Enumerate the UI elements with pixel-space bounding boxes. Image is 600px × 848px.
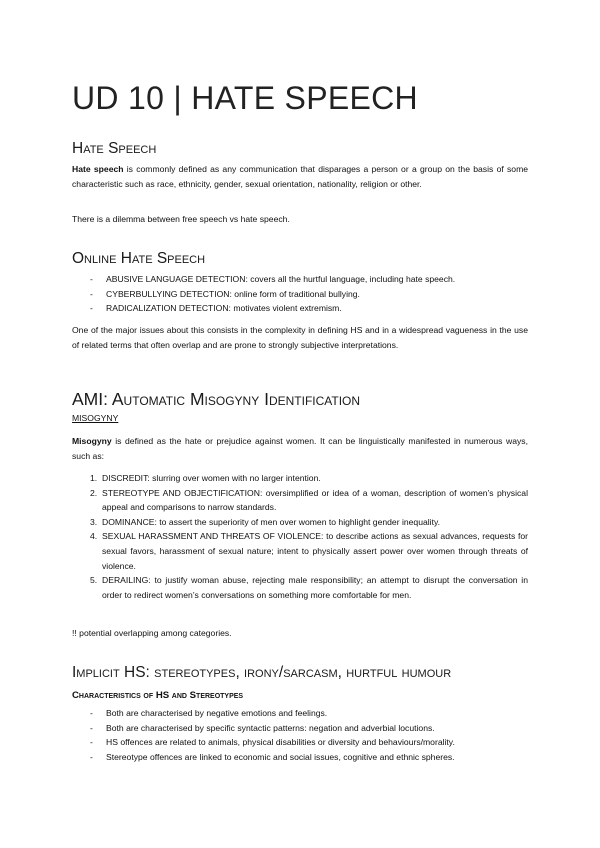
subheading-misogyny: MISOGYNY <box>72 413 119 423</box>
definition-term: Misogyny <box>72 436 112 446</box>
definition-text: is commonly defined as any communication that disparages a person or a group on the basis of some characteristic such as race, ethnicity, gender, sexual orientation, nationality, religion or other. <box>72 164 529 189</box>
list-item: - ABUSIVE LANGUAGE DETECTION: covers all the hurtful language, including hate speech. <box>72 272 542 287</box>
list-item: - Both are characterised by specific syntactic patterns: negation and adverbial locutions. <box>72 721 542 736</box>
bullet-marker: - <box>90 737 93 748</box>
implicit-bullet-list <box>72 706 542 764</box>
misogyny-definition <box>72 434 528 463</box>
list-item: 5. DERAILING: to justify woman abuse, rejecting male responsibility; an attempt to disrupt the conversation in order to redirect women’s conversations on something more comfortable for men. <box>90 575 528 600</box>
section-heading-ami: AMI: Automatic Misogyny Identification <box>72 389 361 409</box>
list-item: - RADICALIZATION DETECTION: motivates violent extremism. <box>72 301 542 316</box>
misogyny-numbered-list <box>72 471 528 602</box>
page-title: UD 10 | HATE SPEECH <box>72 80 418 116</box>
section-heading-online-hate-speech: Online Hate Speech <box>72 250 206 267</box>
bullet-marker: - <box>90 708 93 718</box>
bullet-marker: - <box>90 274 93 284</box>
subheading-characteristics: Characteristics of HS and Stereotypes <box>72 690 244 701</box>
list-item: - Stereotype offences are linked to economic and social issues, cognitive and ethnic spheres. <box>72 750 542 765</box>
definition-term: Hate speech <box>72 164 124 174</box>
list-item: - CYBERBULLYING DETECTION: online form of traditional bullying. <box>72 287 542 302</box>
section-heading-hate-speech: Hate Speech <box>72 140 157 157</box>
list-item: 2. STEREOTYPE AND OBJECTIFICATION: oversimplified or idea of a woman, description of women’s physical appeal and comparisons to narrow standards. <box>90 487 528 513</box>
dilemma-text: There is a dilemma between free speech vs hate speech. <box>72 214 290 224</box>
bullet-marker: - <box>90 288 93 299</box>
online-bullet-list <box>72 272 542 316</box>
list-item: - Both are characterised by negative emotions and feelings. <box>72 706 542 721</box>
hate-speech-definition <box>72 162 528 191</box>
section-heading-implicit-hs: Implicit HS: stereotypes, irony/sarcasm, hurtful humour <box>72 664 452 681</box>
bullet-marker: - <box>90 303 93 314</box>
overlap-note: !! potential overlapping among categories. <box>72 628 232 638</box>
online-paragraph: One of the major issues about this consists in the complexity in defining HS and in a widespread vagueness in the use of related terms that often overlap and are prone to strongly subjective interpretations. <box>72 325 528 350</box>
definition-text: is defined as the hate or prejudice against women. It can be linguistically manifested in numerous ways, such as: <box>72 436 528 461</box>
list-item: 1. DISCREDIT: slurring over women with no larger intention. <box>90 473 321 483</box>
bullet-marker: - <box>90 722 93 733</box>
bullet-marker: - <box>90 751 93 762</box>
list-item: - HS offences are related to animals, physical disabilities or diversity and behaviours/morality. <box>72 735 542 750</box>
list-item: 4. SEXUAL HARASSMENT AND THREATS OF VIOLENCE: to describe actions as sexual advances, requests for sexual favors, harassment of sexual nature; intent to physically assert power over women through threats of violence. <box>90 531 528 571</box>
list-item: 3. DOMINANCE: to assert the superiority of men over women to highlight gender inequality. <box>90 516 441 527</box>
